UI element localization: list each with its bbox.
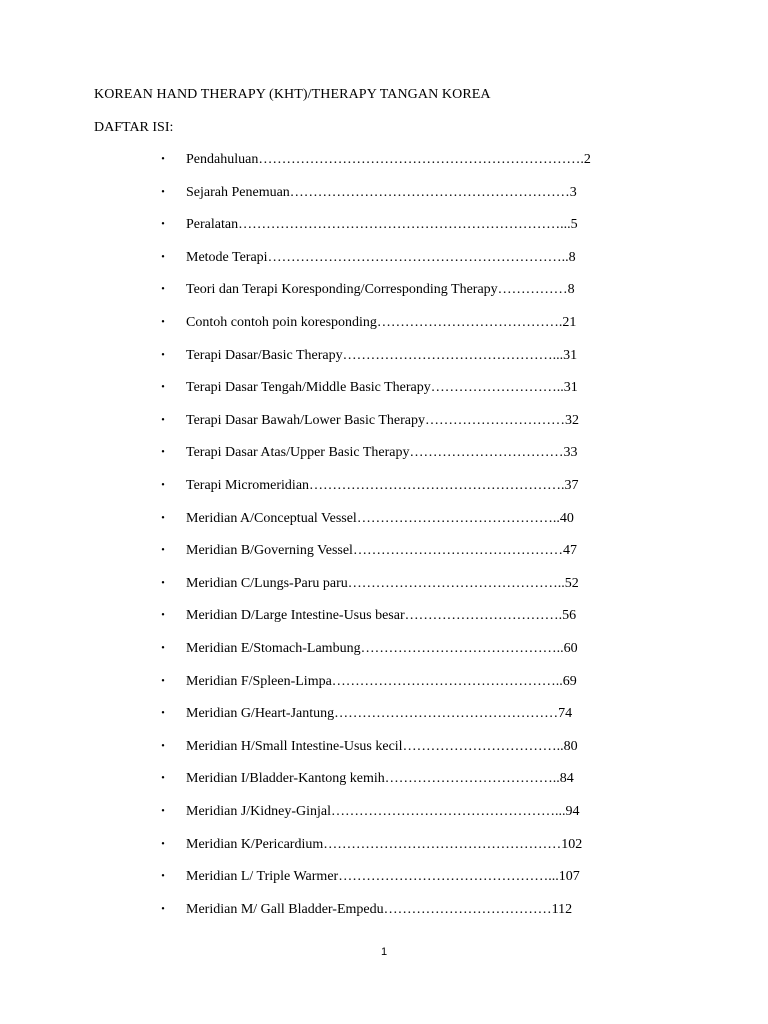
- toc-entry: Meridian J/Kidney-Ginjal…………………………………………...94: [186, 804, 580, 819]
- toc-item: [0, 835, 700, 855]
- toc-entry: Peralatan……………………………………………………………...5: [186, 217, 578, 233]
- toc-item: [0, 378, 700, 398]
- toc-entry: Terapi Dasar Bawah/Lower Basic Therapy…………………………32: [186, 412, 579, 428]
- toc-entry: Metode Terapi………………………………………………………..8: [186, 249, 576, 265]
- bullet-icon: •: [161, 349, 165, 361]
- bullet-icon: •: [161, 284, 165, 296]
- toc-entry: Terapi Dasar Tengah/Middle Basic Therapy………………………..31: [186, 380, 578, 396]
- toc-heading: DAFTAR ISI:: [94, 120, 174, 135]
- bullet-icon: •: [161, 708, 165, 720]
- bullet-icon: •: [161, 251, 165, 263]
- toc-entry: Meridian G/Heart-Jantung…………………………………………74: [186, 706, 573, 722]
- toc-item: [0, 704, 700, 724]
- page-number: 1: [380, 946, 388, 958]
- bullet-icon: •: [161, 154, 165, 165]
- toc-item: [0, 639, 700, 659]
- toc-entry: Contoh contoh poin koresponding………………………………….21: [186, 315, 577, 330]
- toc-entry: Meridian E/Stomach-Lambung……………………………………..60: [186, 641, 578, 656]
- bullet-icon: •: [161, 675, 165, 687]
- toc-entry: Meridian M/ Gall Bladder-Empedu………………………………112: [186, 901, 573, 917]
- bullet-icon: •: [161, 512, 165, 524]
- bullet-icon: •: [161, 317, 165, 328]
- toc-entry: Meridian F/Spleen-Limpa…………………………………………..69: [186, 673, 577, 689]
- toc-item: [0, 672, 700, 692]
- bullet-icon: •: [161, 577, 165, 589]
- bullet-icon: •: [161, 838, 165, 850]
- toc-entry: Terapi Micromeridian……………………………………………….37: [186, 478, 579, 493]
- toc-item: [0, 411, 700, 431]
- toc-item: [0, 900, 700, 920]
- toc-item: [0, 443, 700, 463]
- toc-entry: Terapi Dasar Atas/Upper Basic Therapy……………………………33: [186, 445, 578, 461]
- bullet-icon: •: [161, 610, 165, 622]
- toc-item: [0, 313, 700, 333]
- toc-entry: Meridian C/Lungs-Paru paru………………………………………..52: [186, 575, 579, 591]
- toc-item: [0, 509, 700, 529]
- toc-entry: Meridian A/Conceptual Vessel……………………………………..40: [186, 510, 574, 526]
- toc-entry: Meridian D/Large Intestine-Usus besar…………………………….56: [186, 608, 577, 624]
- toc-entry: Sejarah Penemuan……………………………………………………3: [186, 184, 577, 200]
- document-title: KOREAN HAND THERAPY (KHT)/THERAPY TANGAN KOREA: [94, 87, 491, 102]
- toc-entry: Meridian L/ Triple Warmer………………………………………...107: [186, 869, 580, 885]
- toc-item: [0, 150, 700, 170]
- bullet-icon: •: [161, 643, 165, 654]
- toc-entry: Meridian K/Pericardium……………………………………………102: [186, 836, 583, 852]
- bullet-icon: •: [161, 806, 165, 817]
- toc-item: [0, 574, 700, 594]
- toc-item: [0, 183, 700, 203]
- bullet-icon: •: [161, 219, 165, 231]
- toc-item: [0, 346, 700, 366]
- bullet-icon: •: [161, 740, 165, 752]
- bullet-icon: •: [161, 186, 165, 198]
- bullet-icon: •: [161, 773, 165, 785]
- toc-item: [0, 215, 700, 235]
- toc-item: [0, 606, 700, 626]
- toc-item: [0, 867, 700, 887]
- bullet-icon: •: [161, 545, 165, 557]
- bullet-icon: •: [161, 382, 165, 394]
- toc-item: [0, 802, 700, 822]
- toc-entry: Teori dan Terapi Koresponding/Corresponding Therapy……………8: [186, 282, 575, 298]
- toc-item: [0, 737, 700, 757]
- bullet-icon: •: [161, 871, 165, 883]
- toc-entry: Meridian B/Governing Vessel………………………………………47: [186, 543, 577, 559]
- bullet-icon: •: [161, 414, 165, 426]
- bullet-icon: •: [161, 480, 165, 491]
- toc-item: [0, 541, 700, 561]
- toc-entry: Terapi Dasar/Basic Therapy………………………………………...31: [186, 347, 578, 363]
- toc-item: [0, 280, 700, 300]
- toc-entry: Meridian H/Small Intestine-Usus kecil……………………………..80: [186, 738, 578, 754]
- bullet-icon: •: [161, 903, 165, 915]
- toc-entry: Meridian I/Bladder-Kantong kemih………………………………..84: [186, 771, 574, 787]
- bullet-icon: •: [161, 447, 165, 459]
- toc-item: [0, 476, 700, 496]
- toc-item: [0, 769, 700, 789]
- toc-entry: Pendahuluan…………………………………………………………….2: [186, 152, 591, 167]
- toc-item: [0, 248, 700, 268]
